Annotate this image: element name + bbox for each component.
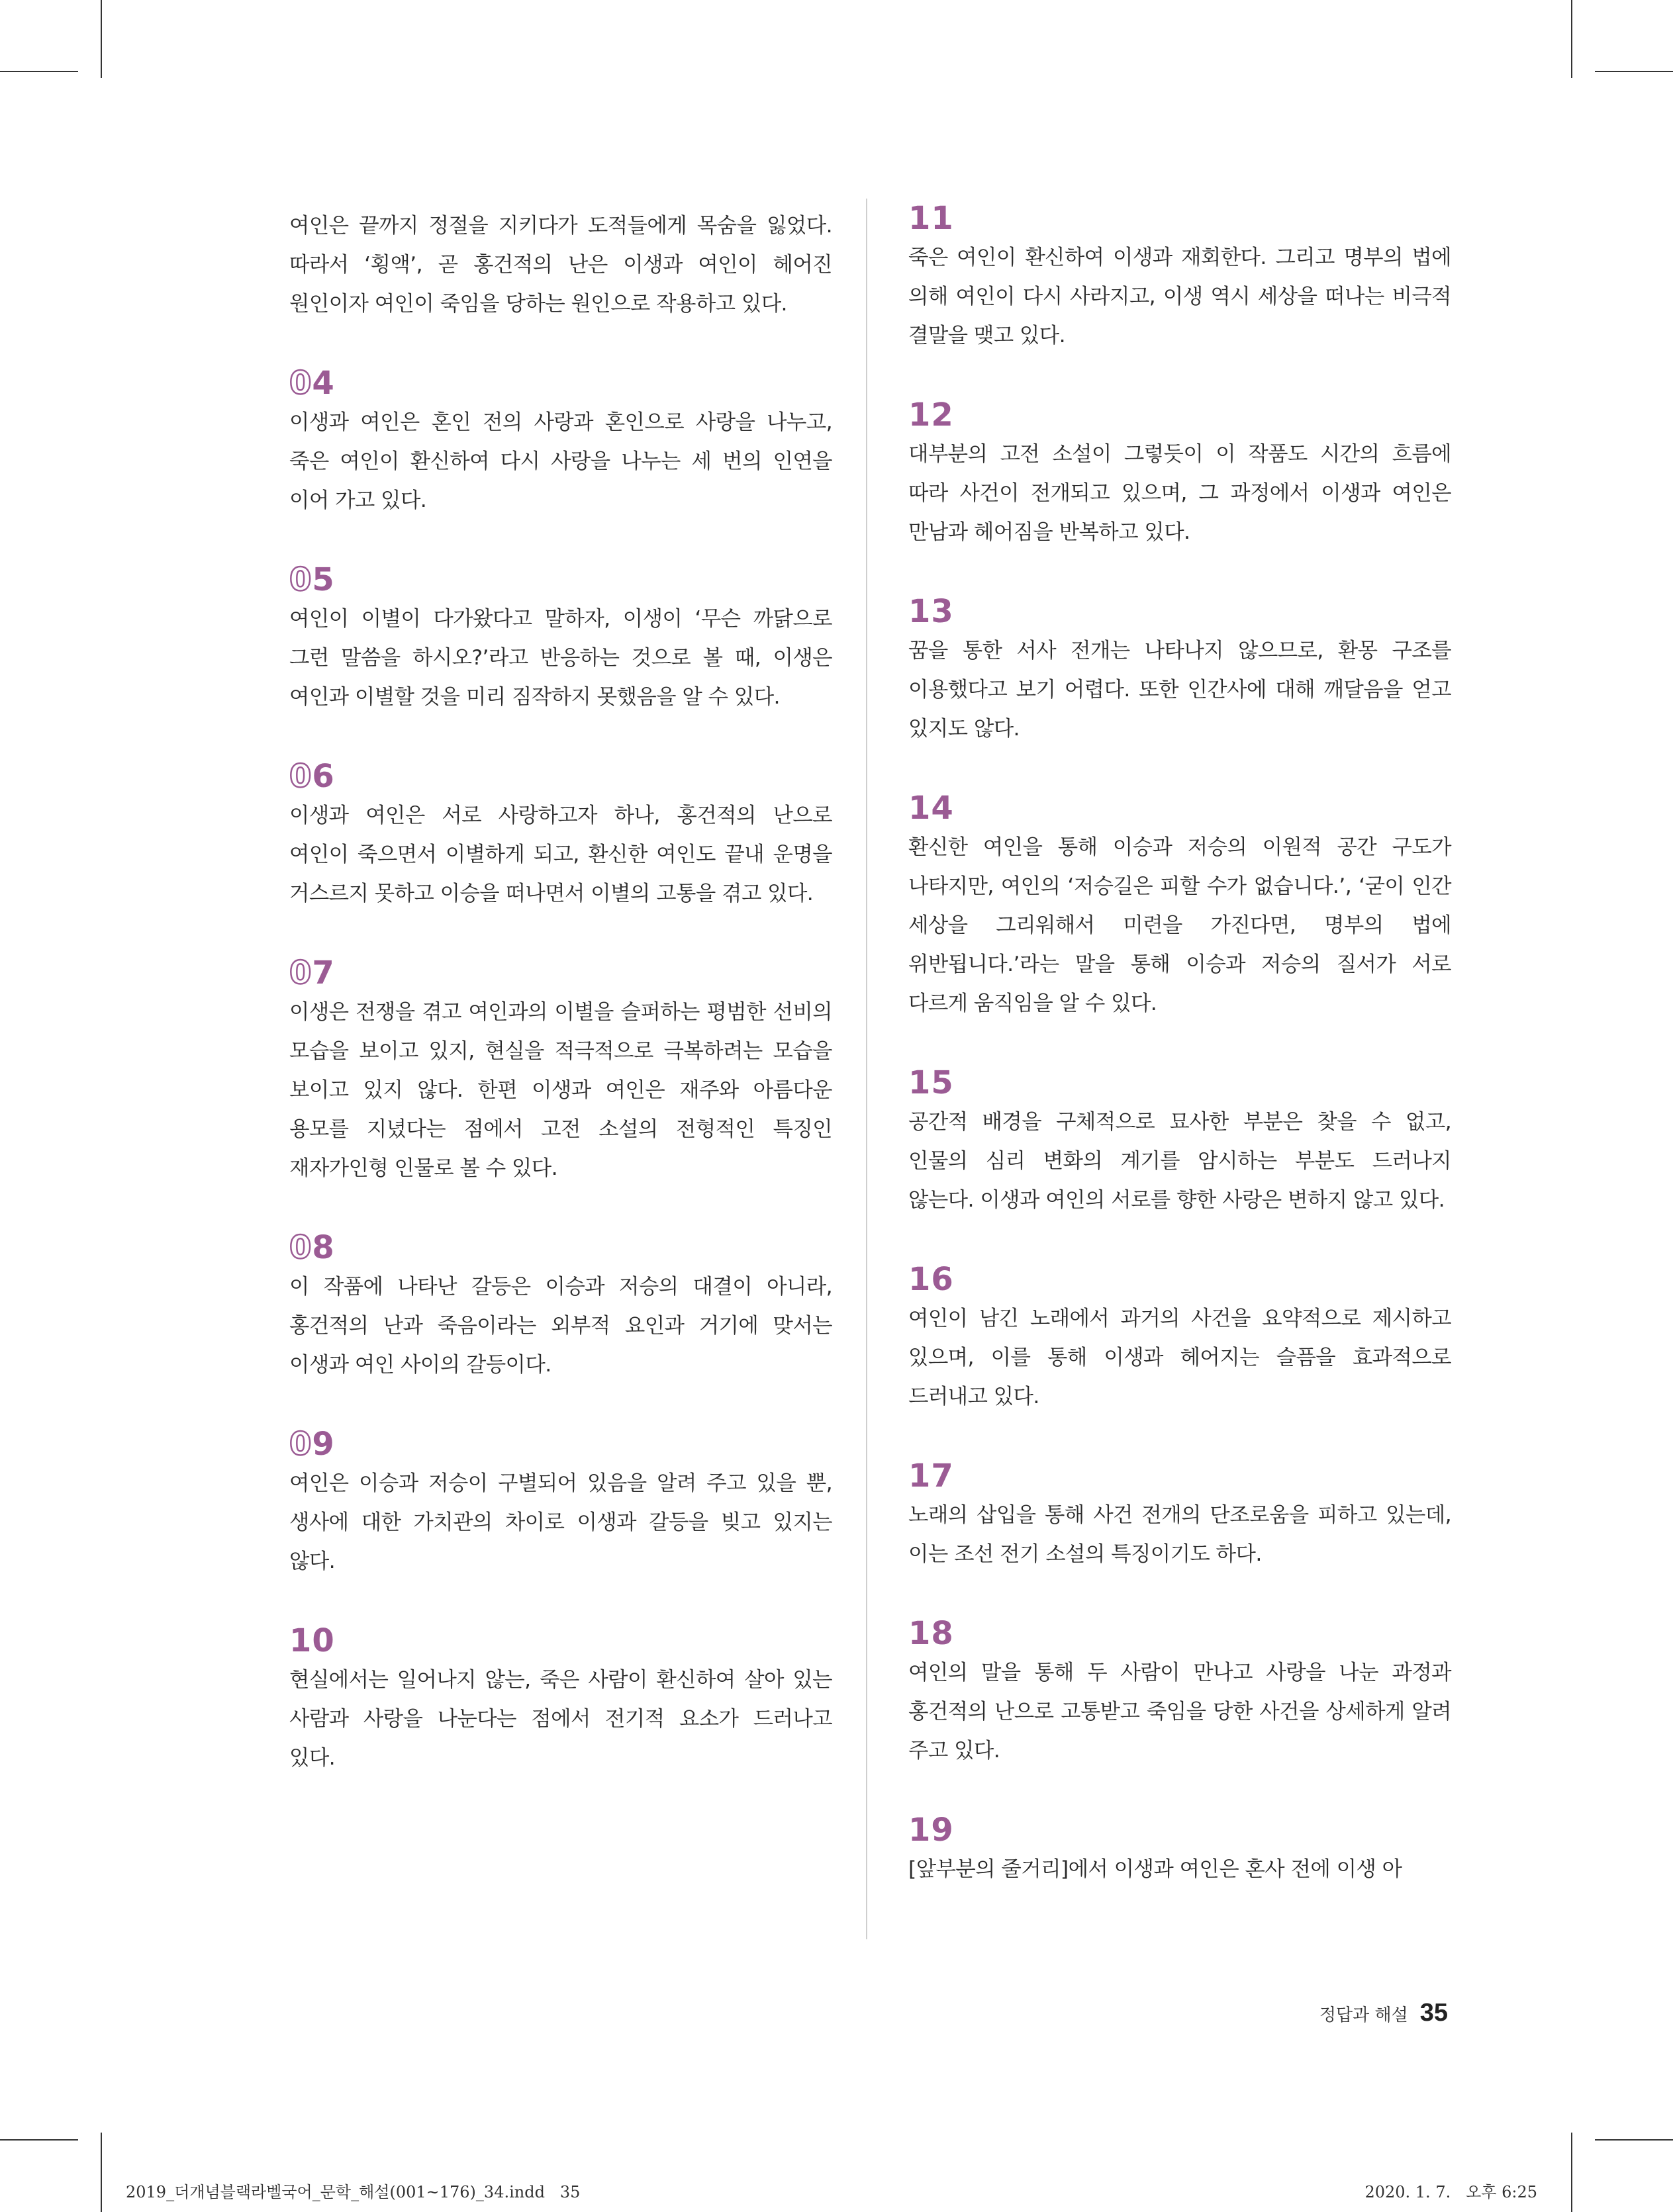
- question-number: 17: [908, 1457, 954, 1495]
- answer-text: 죽은 여인이 환신하여 이생과 재회한다. 그리고 명부의 법에 의해 여인이 다시 사라지고, 이생 역시 세상을 떠나는 비극적 결말을 맺고 있다.: [908, 246, 1451, 347]
- crop-mark: [1595, 71, 1673, 72]
- answer-text: 여인은 끝까지 정절을 지키다가 도적들에게 목숨을 잃었다. 따라서 ‘횡액’, 곧 홍건적의 난은 이생과 여인이 헤어진 원인이자 여인이 죽임을 당하는 원인으로 작용하고 있다.: [289, 214, 832, 316]
- question-number: 11: [908, 200, 954, 237]
- answer-text: 현실에서는 일어나지 않는, 죽은 사람이 환신하여 살아 있는 사람과 사랑을 나눈다는 점에서 전기적 요소가 드러나고 있다.: [289, 1668, 832, 1770]
- answer-item: [289, 953, 832, 1188]
- print-slug-file: 2019_더개념블랙라벨국어_문학_해설(001~176)_34.indd 35: [126, 2183, 581, 2201]
- answer-text: 여인이 이별이 다가왔다고 말하자, 이생이 ‘무슨 까닭으로 그런 말씀을 하시오?’라고 반응하는 것으로 볼 때, 이생은 여인과 이별할 것을 미리 짐작하지 못했음을 알 수 있다.: [289, 607, 832, 709]
- answer-item: [289, 1621, 832, 1778]
- crop-mark: [1571, 0, 1572, 78]
- answer-item: [908, 1456, 1451, 1574]
- answer-item: [908, 1614, 1451, 1771]
- answer-item: [908, 1810, 1451, 1889]
- answer-text: 여인이 남긴 노래에서 과거의 사건을 요약적으로 제시하고 있으며, 이를 통해 이생과 헤어지는 슬픔을 효과적으로 드러내고 있다.: [908, 1307, 1451, 1408]
- answer-item: [908, 592, 1451, 749]
- question-number: 13: [908, 593, 954, 630]
- crop-mark: [101, 2133, 102, 2212]
- right-column: [908, 199, 1451, 1889]
- left-column: [289, 199, 832, 1778]
- page-footer: [1319, 1999, 1448, 2027]
- answer-text: 이생은 전쟁을 겪고 여인과의 이별을 슬퍼하는 평범한 선비의 모습을 보이고 있지, 현실을 적극적으로 극복하려는 모습을 보이고 있지 않다. 한편 이생과 여인은 재주와 아름다운 용모를 지녔다는 점에서 고전 소설의 전형적인 특징인 재자가인형 인물로 볼 수 있다.: [289, 1000, 832, 1180]
- question-number: 05: [289, 561, 335, 598]
- answer-item: [908, 395, 1451, 552]
- crop-mark: [0, 71, 78, 72]
- answer-text: 대부분의 고전 소설이 그렇듯이 이 작품도 시간의 흐름에 따라 사건이 전개되고 있으며, 그 과정에서 이생과 여인은 만남과 헤어짐을 반복하고 있다.: [908, 442, 1451, 544]
- question-number: 06: [289, 758, 335, 795]
- answer-item: [289, 207, 832, 324]
- answer-item: [908, 1260, 1451, 1416]
- question-number: 14: [908, 790, 954, 827]
- answer-text: 환신한 여인을 통해 이승과 저승의 이원적 공간 구도가 나타지만, 여인의 ‘저승길은 피할 수가 없습니다.’, ‘굳이 인간 세상을 그리워해서 미련을 가진다면, 명부의 법에 위반됩니다.’라는 말을 통해 이승과 저승의 질서가 서로 다르게 움직임을 알 수 있다.: [908, 835, 1451, 1015]
- page-number: 35: [1419, 1999, 1448, 2027]
- answer-text: [앞부분의 줄거리]에서 이생과 여인은 혼사 전에 이생 아: [908, 1857, 1402, 1881]
- column-divider: [866, 199, 867, 1939]
- crop-mark: [101, 0, 102, 78]
- answer-text: 공간적 배경을 구체적으로 묘사한 부분은 찾을 수 없고, 인물의 심리 변화의 계기를 암시하는 부분도 드러나지 않는다. 이생과 여인의 서로를 향한 사랑은 변하지 않고 있다.: [908, 1110, 1451, 1212]
- answer-text: 이생과 여인은 서로 사랑하고자 하나, 홍건적의 난으로 여인이 죽으면서 이별하게 되고, 환신한 여인도 끝내 운명을 거스르지 못하고 이승을 떠나면서 이별의 고통을 겪고 있다.: [289, 804, 832, 905]
- question-number: 16: [908, 1261, 954, 1298]
- answer-item: [289, 1424, 832, 1581]
- crop-mark: [1571, 2133, 1572, 2212]
- question-number: 12: [908, 396, 954, 434]
- crop-mark: [0, 2139, 78, 2141]
- answer-text: 이생과 여인은 혼인 전의 사랑과 혼인으로 사랑을 나누고, 죽은 여인이 환신하여 다시 사랑을 나누는 세 번의 인연을 이어 가고 있다.: [289, 410, 832, 512]
- answer-item: [908, 199, 1451, 355]
- answer-text: 노래의 삽입을 통해 사건 전개의 단조로움을 피하고 있는데, 이는 조선 전기 소설의 특징이기도 하다.: [908, 1503, 1451, 1566]
- question-number: 15: [908, 1064, 954, 1101]
- answer-item: [908, 788, 1451, 1023]
- answer-text: 이 작품에 나타난 갈등은 이승과 저승의 대결이 아니라, 홍건적의 난과 죽음이라는 외부적 요인과 거기에 맞서는 이생과 여인 사이의 갈등이다.: [289, 1275, 832, 1377]
- crop-mark: [1595, 2139, 1673, 2141]
- answer-text: 꿈을 통한 서사 전개는 나타나지 않으므로, 환몽 구조를 이용했다고 보기 어렵다. 또한 인간사에 대해 깨달음을 얻고 있지도 않다.: [908, 639, 1451, 741]
- answer-item: [289, 560, 832, 717]
- answer-text: 여인은 이승과 저승이 구별되어 있음을 알려 주고 있을 뿐, 생사에 대한 가치관의 차이로 이생과 갈등을 빚고 있지는 않다.: [289, 1471, 832, 1573]
- answer-item: [908, 1063, 1451, 1220]
- answer-item: [289, 363, 832, 520]
- question-number: 09: [289, 1426, 335, 1463]
- answer-item: [289, 1228, 832, 1385]
- question-number: 10: [289, 1622, 335, 1659]
- question-number: 08: [289, 1229, 335, 1266]
- question-number: 04: [289, 365, 335, 402]
- question-number: 19: [908, 1812, 954, 1849]
- answer-item: [289, 757, 832, 913]
- question-number: 18: [908, 1615, 954, 1652]
- footer-label: 정답과 해설: [1319, 2005, 1408, 2025]
- answer-text: 여인의 말을 통해 두 사람이 만나고 사랑을 나눈 과정과 홍건적의 난으로 고통받고 죽임을 당한 사건을 상세하게 알려 주고 있다.: [908, 1661, 1451, 1763]
- question-number: 07: [289, 954, 335, 991]
- print-slug-timestamp: 2020. 1. 7. 오후 6:25: [1364, 2183, 1537, 2201]
